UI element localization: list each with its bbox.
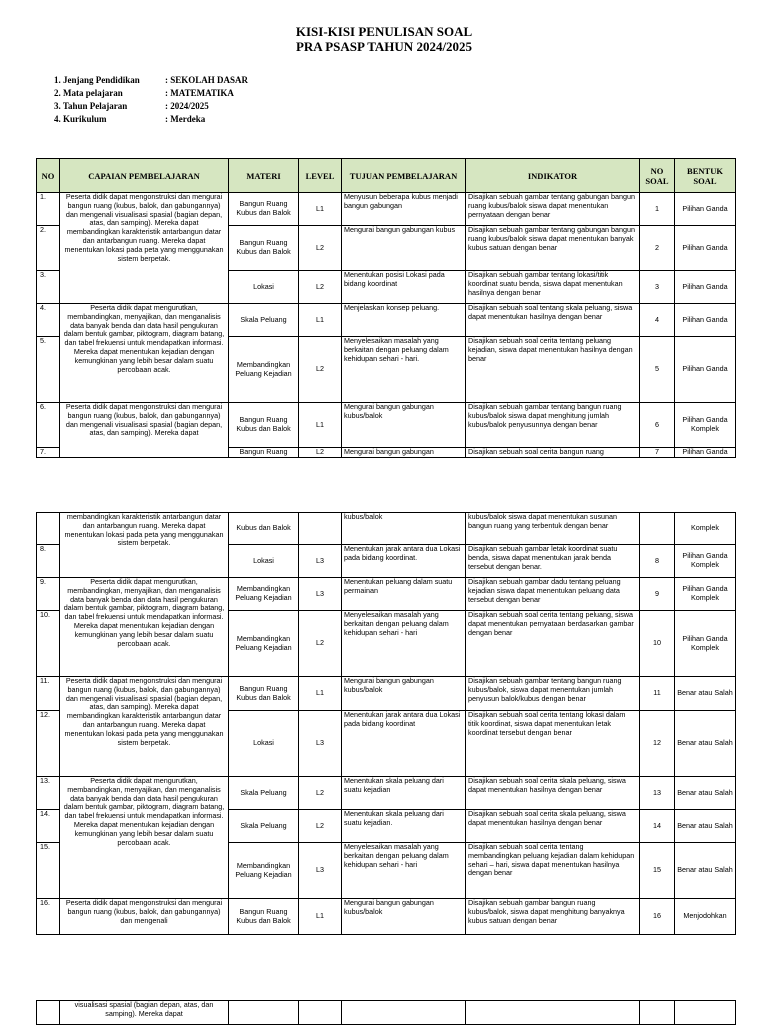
table-row [37, 777, 736, 810]
info-value: : Merdeka [165, 114, 206, 124]
cell-indikator: kubus/balok siswa dapat menentukan susunan bangun ruang yang terbentuk dengan benar [466, 513, 640, 545]
cell-indikator: Disajikan sebuah gambar bangun ruang kubus/balok, siswa dapat menghitung banyaknya kubus satuan dengan benar [466, 899, 640, 935]
cell-capaian: visualisasi spasial (bagian depan, atas, dan samping). Mereka dapat [60, 1001, 229, 1025]
table-row [37, 899, 736, 935]
cell-no: 1. [37, 193, 60, 226]
cell-no: 3. [37, 271, 60, 304]
cell-no-soal: 6 [640, 403, 675, 448]
cell-no-soal [640, 1001, 675, 1025]
cell-indikator: Disajikan sebuah gambar dadu tentang peluang kejadian siswa dapat menentukan peluang data tersebut dengan benar [466, 578, 640, 611]
cell-bentuk-soal: Pilihan Ganda Komplek [675, 403, 736, 448]
cell-level: L1 [299, 677, 342, 711]
info-label: 1. Jenjang Pendidikan [54, 75, 140, 85]
kisi-kisi-table-page2 [36, 512, 736, 935]
cell-bentuk-soal: Pilihan Ganda Komplek [675, 578, 736, 611]
cell-level [299, 513, 342, 545]
cell-materi: Lokasi [229, 711, 299, 777]
cell-no: 5. [37, 337, 60, 403]
cell-bentuk-soal: Komplek [675, 513, 736, 545]
cell-no-soal: 8 [640, 545, 675, 578]
cell-no-soal: 11 [640, 677, 675, 711]
cell-indikator: Disajikan sebuah gambar tentang bangun ruang kubus/balok siswa dapat menghitung jumlah kubus/balok penyusunnya dengan benar [466, 403, 640, 448]
cell-tujuan: Mengurai bangun gabungan kubus/balok [342, 677, 466, 711]
cell-materi: Membandingkan Peluang Kejadian [229, 337, 299, 403]
cell-no-soal: 15 [640, 843, 675, 899]
cell-level: L2 [299, 448, 342, 458]
table-row [37, 513, 736, 545]
cell-no-soal [640, 513, 675, 545]
cell-level: L2 [299, 777, 342, 810]
cell-no-soal: 4 [640, 304, 675, 337]
cell-materi: Bangun Ruang Kubus dan Balok [229, 226, 299, 271]
cell-bentuk-soal: Pilihan Ganda [675, 304, 736, 337]
cell-no-soal: 5 [640, 337, 675, 403]
cell-tujuan: Menyusun beberapa kubus menjadi bangun gabungan [342, 193, 466, 226]
cell-bentuk-soal: Pilihan Ganda [675, 271, 736, 304]
cell-tujuan: Menyelesaikan masalah yang berkaitan dengan peluang dalam kehidupan sehari - hari. [342, 337, 466, 403]
cell-bentuk-soal: Benar atau Salah [675, 777, 736, 810]
document-subtitle: PRA PSASP TAHUN 2024/2025 [295, 39, 473, 54]
info-label: 4. Kurikulum [54, 114, 107, 124]
cell-indikator: Disajikan sebuah gambar tentang gabungan bangun ruang kubus/balok siswa dapat menentukan pernyataan dengan benar [466, 193, 640, 226]
cell-no-soal: 1 [640, 193, 675, 226]
cell-no: 2. [37, 226, 60, 271]
cell-no-soal: 2 [640, 226, 675, 271]
header-no: NO [37, 159, 60, 193]
cell-indikator: Disajikan sebuah soal cerita tentang peluang, siswa dapat menentukan pernyataan berdasarkan gambar dengan benar [466, 611, 640, 677]
cell-no-soal: 7 [640, 448, 675, 458]
table-row [37, 403, 736, 448]
cell-no: 15. [37, 843, 60, 899]
cell-tujuan: Mengurai bangun gabungan kubus [342, 226, 466, 271]
cell-level: L1 [299, 304, 342, 337]
cell-capaian: membandingkan karakteristik antarbangun datar dan antarbangun ruang. Mereka dapat menentukan lokasi pada peta yang menggunakan sistem berpetak. [60, 513, 229, 578]
info-value: : SEKOLAH DASAR [165, 75, 249, 85]
cell-tujuan: Mengurai bangun gabungan kubus/balok [342, 403, 466, 448]
document-title: KISI-KISI PENULISAN SOAL [295, 24, 473, 39]
cell-no: 14. [37, 810, 60, 843]
cell-tujuan: Menyelesaikan masalah yang berkaitan dengan peluang dalam kehidupan sehari - hari [342, 843, 466, 899]
info-label: 3. Tahun Pelajaran [54, 101, 128, 111]
cell-materi: Skala Peluang [229, 810, 299, 843]
kisi-kisi-table-page1 [36, 158, 736, 458]
cell-level: L1 [299, 193, 342, 226]
cell-level [299, 1001, 342, 1025]
cell-no-soal: 16 [640, 899, 675, 935]
cell-indikator [466, 1001, 640, 1025]
cell-no-soal: 14 [640, 810, 675, 843]
cell-bentuk-soal: Benar atau Salah [675, 711, 736, 777]
cell-tujuan: Menentukan skala peluang dari suatu kejadian [342, 777, 466, 810]
cell-materi: Membandingkan Peluang Kejadian [229, 578, 299, 611]
cell-level: L2 [299, 271, 342, 304]
cell-no: 4. [37, 304, 60, 337]
cell-no: 9. [37, 578, 60, 611]
cell-indikator: Disajikan sebuah soal cerita bangun ruang [466, 448, 640, 458]
cell-no: 6. [37, 403, 60, 448]
cell-no: 13. [37, 777, 60, 810]
header-bentuk-soal: BENTUK SOAL [675, 159, 736, 193]
header-indikator: INDIKATOR [466, 159, 640, 193]
cell-level: L3 [299, 545, 342, 578]
cell-bentuk-soal: Benar atau Salah [675, 677, 736, 711]
table-row [37, 193, 736, 226]
cell-materi: Membandingkan Peluang Kejadian [229, 843, 299, 899]
cell-materi: Kubus dan Balok [229, 513, 299, 545]
cell-materi: Bangun Ruang Kubus dan Balok [229, 193, 299, 226]
cell-bentuk-soal: Pilihan Ganda [675, 337, 736, 403]
cell-materi: Bangun Ruang Kubus dan Balok [229, 677, 299, 711]
cell-capaian: Peserta didik dapat mengonstruksi dan mengurai bangun ruang (kubus, balok, dan gabungannya) dan mengenali visualisasi spasial (bagian depan, atas, dan samping). Mereka dapat [60, 403, 229, 458]
cell-capaian: Peserta didik dapat mengonstruksi dan mengurai bangun ruang (kubus, balok, dan gabungannya) dan mengenali [60, 899, 229, 935]
cell-tujuan: Menentukan peluang dalam suatu permainan [342, 578, 466, 611]
cell-indikator: Disajikan sebuah soal cerita skala peluang, siswa dapat menentukan hasilnya dengan benar [466, 810, 640, 843]
cell-materi [229, 1001, 299, 1025]
header-materi: MATERI [229, 159, 299, 193]
table-row [37, 1001, 736, 1025]
cell-indikator: Disajikan sebuah gambar letak koordinat suatu benda, siswa dapat menentukan jarak benda tersebut dengan benar. [466, 545, 640, 578]
cell-tujuan: kubus/balok [342, 513, 466, 545]
info-value: : 2024/2025 [165, 101, 209, 111]
cell-bentuk-soal [675, 1001, 736, 1025]
cell-materi: Lokasi [229, 545, 299, 578]
cell-tujuan: Menentukan jarak antara dua Lokasi pada bidang koordinat [342, 711, 466, 777]
info-label: 2. Mata pelajaran [54, 88, 123, 98]
cell-bentuk-soal: Menjodohkan [675, 899, 736, 935]
cell-indikator: Disajikan sebuah gambar tentang bangun ruang kubus/balok, siswa dapat menentukan jumlah penyusun balok/kubus dengan benar [466, 677, 640, 711]
header-level: LEVEL [299, 159, 342, 193]
cell-no: 11. [37, 677, 60, 711]
cell-capaian: Peserta didik dapat mengonstruksi dan mengurai bangun ruang (kubus, balok, dan gabungannya) dan mengenali visualisasi spasial (bagian depan, atas, dan samping). Mereka dapat membandingkan karakteristik antarbangun datar dan antarbangun ruang. Mereka dapat menentukan lokasi pada peta yang menggunakan sistem berpetak. [60, 677, 229, 777]
cell-indikator: Disajikan sebuah soal cerita tentang peluang kejadian, siswa dapat menentukan hasilnya dengan benar [466, 337, 640, 403]
cell-tujuan [342, 1001, 466, 1025]
cell-tujuan: Menentukan jarak antara dua Lokasi pada bidang koordinat. [342, 545, 466, 578]
cell-level: L2 [299, 611, 342, 677]
cell-no: 8. [37, 545, 60, 578]
cell-no-soal: 12 [640, 711, 675, 777]
cell-capaian: Peserta didik dapat mengurutkan, membandingkan, menyajikan, dan menganalisis data banyak benda dan data hasil pengukuran dalam bentuk gambar, piktogram, diagram batang, dan tabel frekuensi untuk mendapatkan informasi. Mereka dapat menentukan kejadian dengan kemungkinan yang lebih besar dalam suatu percobaan acak. [60, 304, 229, 403]
table-header-row [37, 159, 736, 193]
cell-no [37, 513, 60, 545]
cell-materi: Lokasi [229, 271, 299, 304]
table-row [37, 578, 736, 611]
cell-bentuk-soal: Benar atau Salah [675, 810, 736, 843]
cell-indikator: Disajikan sebuah soal cerita tentang membandingkan peluang kejadian dalam kehidupan sehari – hari, siswa dapat menentukan hasilnya dengan benar [466, 843, 640, 899]
cell-tujuan: Menentukan posisi Lokasi pada bidang koordinat [342, 271, 466, 304]
cell-materi: Bangun Ruang Kubus dan Balok [229, 899, 299, 935]
header-capaian: CAPAIAN PEMBELAJARAN [60, 159, 229, 193]
cell-indikator: Disajikan sebuah gambar tentang lokasi/titik koordinat suatu benda, siswa dapat menentukan hasilnya dengan benar [466, 271, 640, 304]
cell-level: L3 [299, 578, 342, 611]
cell-no: 16. [37, 899, 60, 935]
cell-level: L2 [299, 337, 342, 403]
cell-no [37, 1001, 60, 1025]
table-row [37, 304, 736, 337]
cell-level: L2 [299, 226, 342, 271]
cell-indikator: Disajikan sebuah soal cerita tentang lokasi dalam titik koordinat, siswa dapat menentukan letak koordinat tersebut dengan benar [466, 711, 640, 777]
cell-tujuan: Menyelesaikan masalah yang berkaitan dengan peluang dalam kehidupan sehari - hari [342, 611, 466, 677]
cell-tujuan: Mengurai bangun gabungan [342, 448, 466, 458]
cell-capaian: Peserta didik dapat mengonstruksi dan mengurai bangun ruang (kubus, balok, dan gabungannya) dan mengenali visualisasi spasial (bagian depan, atas, dan samping). Mereka dapat membandingkan karakteristik antarbangun datar dan antarbangun ruang. Mereka dapat menentukan lokasi pada peta yang menggunakan sistem berpetak. [60, 193, 229, 304]
cell-bentuk-soal: Pilihan Ganda Komplek [675, 611, 736, 677]
cell-no: 10. [37, 611, 60, 677]
cell-tujuan: Mengurai bangun gabungan kubus/balok [342, 899, 466, 935]
cell-indikator: Disajikan sebuah gambar tentang gabungan bangun ruang kubus/balok siswa dapat menentukan banyak kubus satuan dengan benar [466, 226, 640, 271]
cell-tujuan: Menjelaskan konsep peluang. [342, 304, 466, 337]
info-value: : MATEMATIKA [165, 88, 234, 98]
cell-materi: Membandingkan Peluang Kejadian [229, 611, 299, 677]
cell-no-soal: 10 [640, 611, 675, 677]
cell-capaian: Peserta didik dapat mengurutkan, membandingkan, menyajikan, dan menganalisis data banyak benda dan data hasil pengukuran dalam bentuk gambar, piktogram, diagram batang, dan tabel frekuensi untuk mendapatkan informasi. Mereka dapat menentukan kejadian dengan kemungkinan yang lebih besar dalam suatu percobaan acak. [60, 578, 229, 677]
header-no-soal: NO SOAL [640, 159, 675, 193]
kisi-kisi-table-page3 [36, 1000, 736, 1025]
cell-bentuk-soal: Pilihan Ganda Komplek [675, 545, 736, 578]
cell-level: L3 [299, 711, 342, 777]
table-row [37, 677, 736, 711]
cell-level: L3 [299, 843, 342, 899]
cell-indikator: Disajikan sebuah soal tentang skala peluang, siswa dapat menentukan hasilnya dengan benar [466, 304, 640, 337]
cell-no: 12. [37, 711, 60, 777]
cell-bentuk-soal: Pilihan Ganda [675, 226, 736, 271]
cell-materi: Skala Peluang [229, 777, 299, 810]
cell-level: L2 [299, 810, 342, 843]
cell-bentuk-soal: Pilihan Ganda [675, 448, 736, 458]
cell-level: L1 [299, 403, 342, 448]
cell-level: L1 [299, 899, 342, 935]
cell-materi: Bangun Ruang [229, 448, 299, 458]
cell-no-soal: 13 [640, 777, 675, 810]
cell-capaian: Peserta didik dapat mengurutkan, membandingkan, menyajikan, dan menganalisis data banyak benda dan data hasil pengukuran dalam bentuk gambar, piktogram, diagram batang, dan tabel frekuensi untuk mendapatkan informasi. Mereka dapat menentukan kejadian dengan kemungkinan yang lebih besar dalam suatu percobaan acak. [60, 777, 229, 899]
cell-bentuk-soal: Pilihan Ganda [675, 193, 736, 226]
cell-no: 7. [37, 448, 60, 458]
cell-no-soal: 3 [640, 271, 675, 304]
cell-materi: Skala Peluang [229, 304, 299, 337]
cell-no-soal: 9 [640, 578, 675, 611]
cell-indikator: Disajikan sebuah soal cerita skala peluang, siswa dapat menentukan hasilnya dengan benar [466, 777, 640, 810]
cell-materi: Bangun Ruang Kubus dan Balok [229, 403, 299, 448]
cell-bentuk-soal: Benar atau Salah [675, 843, 736, 899]
header-tujuan: TUJUAN PEMBELAJARAN [342, 159, 466, 193]
cell-tujuan: Menentukan skala peluang dari suatu kejadian. [342, 810, 466, 843]
